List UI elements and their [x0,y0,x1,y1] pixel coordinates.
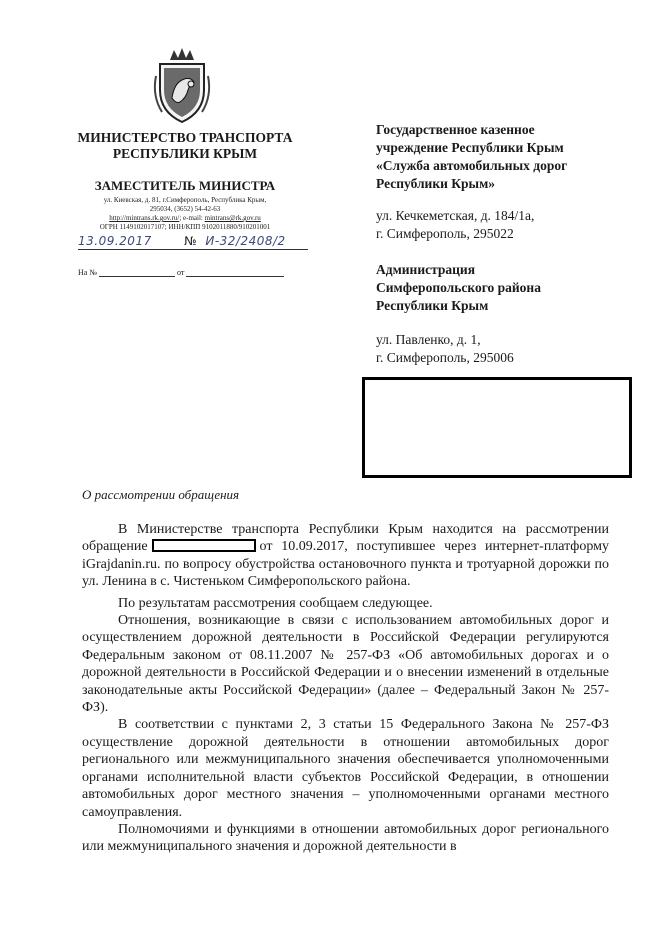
redacted-recipient-box [362,377,632,478]
letter-subject: О рассмотрении обращения [82,487,240,502]
recipient-2-address: ул. Павленко, д. 1, г. Симферополь, 295006 [376,332,514,365]
body-paragraph-3: Отношения, возникающие в связи с использованием автомобильных дорог и осуществлением дорожной деятельности в Российской Федерации регулируются Федеральным законом от 08.11.2007 № 257-ФЗ «Об автомобильных дорогах и о дорожной деятельности в Российской Федерации и о внесении изменений в отдельные законодательные акты Российской Федерации» (далее – Федеральный Закон № 257-ФЗ). [82,613,609,716]
recipient-2-name: Администрация Симферопольского района Республики Крым [376,262,541,313]
handwritten-number: И-32/2408/2 [205,234,286,248]
letter-body [82,521,609,856]
ministry-website-link[interactable]: http://mintrans.rk.gov.ru/ [109,214,180,222]
number-sign: № [184,234,198,248]
body-paragraph-4: В соответствии с пунктами 2, 3 статьи 15 Федерального Закона № 257-ФЗ осуществление дорожной деятельности в отношении автомобильных дорог регионального или межмуниципального значения обеспечивается уполномоченными органами исполнительной власти субъектов Российской Федерации, в отношении автомобильных дорог местного значения – уполномоченными органами местного самоуправления. [82,717,609,820]
body-paragraph-1: В Министерстве транспорта Республики Крым находится на рассмотрении обращение от 10.09.2017, поступившее через интернет-платформу iGrajdanin.ru. по вопросу обустройства остановочного пункта и тротуарной дорожки по ул. Ленина в с. Чистеньком Симферопольского района. [82,522,609,590]
date-number-underline [78,249,308,250]
ministry-requisites: ул. Киевская, д. 81, г.Симферополь, Республика Крым, 295034, (3652) 54-42-63 http://mintrans.rk.gov.ru/; e-mail: mintrans@rk.gov.ru ОГРН 1149102017107; ИНН/КПП 9102011880/910201001 [99,196,271,231]
outgoing-date-number [78,234,308,248]
handwritten-date: 13.09.2017 [78,234,152,248]
reference-line: На № от [78,268,284,277]
deputy-minister-title: ЗАМЕСТИТЕЛЬ МИНИСТРА [94,178,276,193]
recipient-1-name: Государственное казенное учреждение Республики Крым «Служба автомобильных дорог Республики Крым» [376,122,568,191]
recipient-1-address: ул. Кечкеметская, д. 184/1а, г. Симферополь, 295022 [376,208,535,241]
ministry-name: МИНИСТЕРСТВО ТРАНСПОРТА РЕСПУБЛИКИ КРЫМ [77,130,293,161]
body-paragraph-5: Полномочиями и функциями в отношении автомобильных дорог регионального или межмуниципального значения и дорожной деятельности в [82,821,609,855]
redacted-appeal-number [152,539,256,552]
body-paragraph-2: По результатам рассмотрения сообщаем следующее. [118,595,433,611]
crimea-coat-of-arms-icon [150,46,214,126]
ministry-email-link[interactable]: mintrans@rk.gov.ru [204,214,261,222]
